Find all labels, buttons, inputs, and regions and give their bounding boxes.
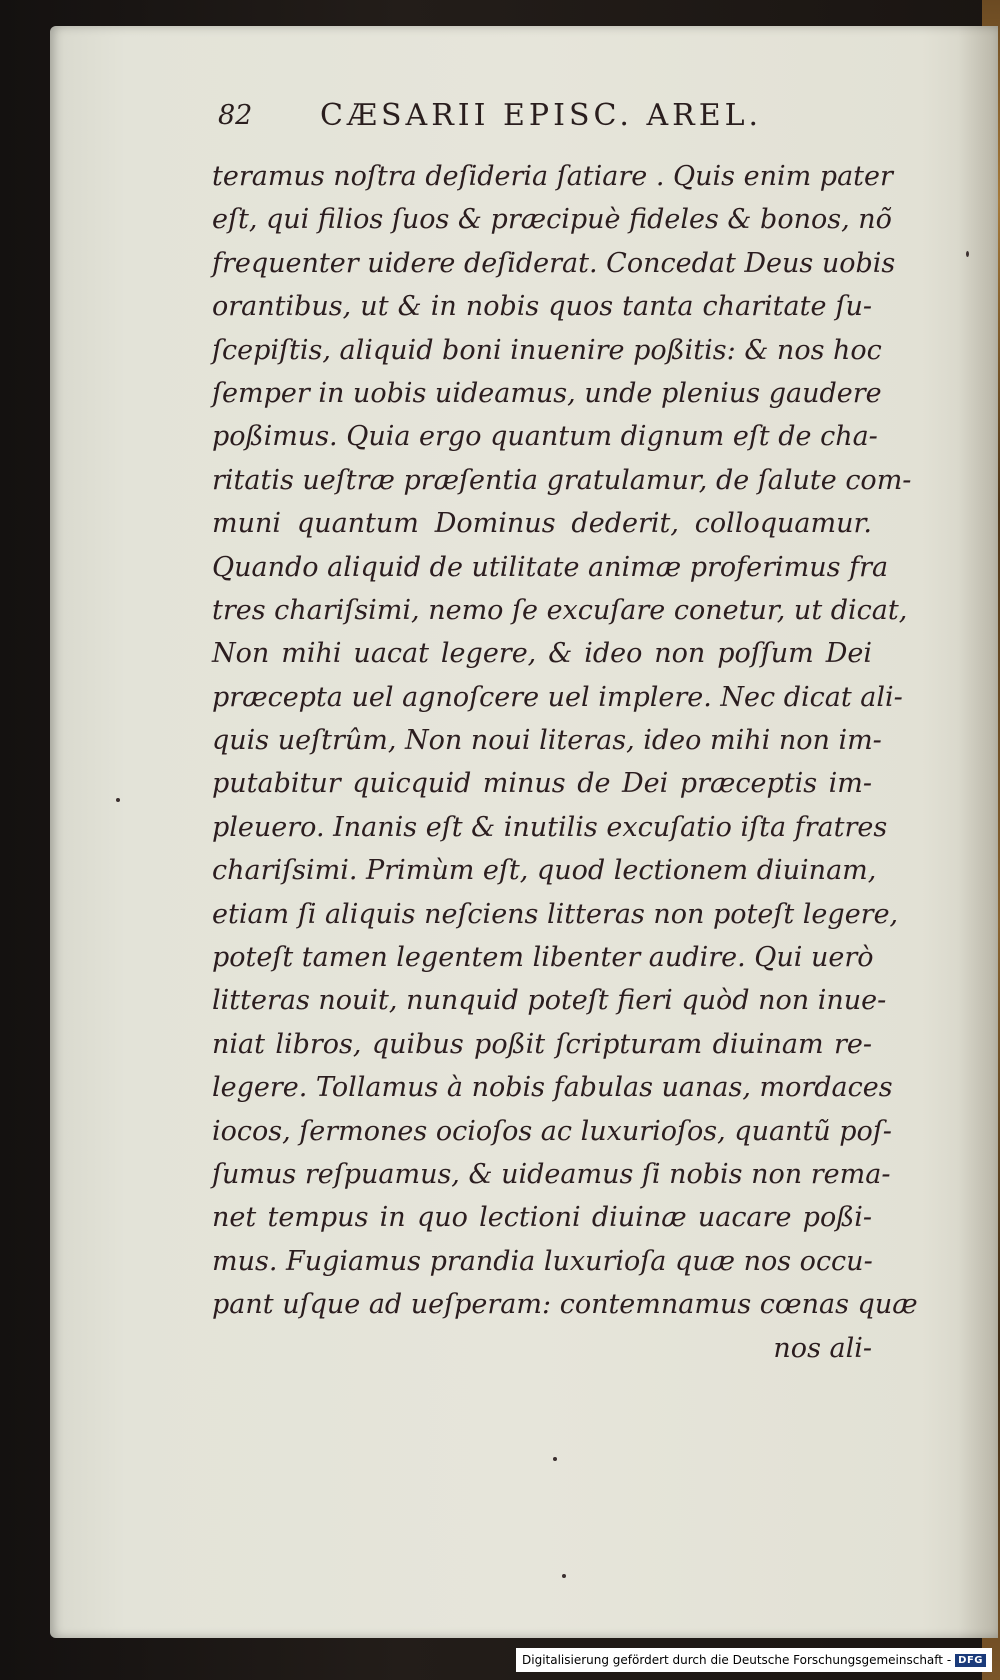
text-line: putabitur quicquid minus de Dei præceptis im- bbox=[212, 768, 872, 800]
paper-speck bbox=[966, 251, 969, 257]
text-line: mus. Fugiamus prandia luxurioſa quæ nos occu- bbox=[212, 1245, 873, 1277]
text-line: Non mihi uacat legere, & ideo non poſſum Dei bbox=[212, 638, 872, 670]
text-line: quis ueſtrûm, Non noui literas, ideo mihi non im- bbox=[212, 725, 882, 757]
text-line: frequenter uidere deſiderat. Concedat Deus uobis bbox=[212, 247, 896, 279]
page-header bbox=[218, 92, 858, 142]
text-line: pant uſque ad ueſperam: contemnamus cœnas quæ bbox=[212, 1289, 918, 1321]
paper-speck bbox=[553, 1457, 557, 1461]
text-line: tres chariſsimi, nemo ſe excuſare conetur, ut dicat, bbox=[212, 594, 908, 626]
text-line: net tempus in quo lectioni diuinæ uacare poßi- bbox=[212, 1202, 872, 1234]
digitization-credit bbox=[516, 1648, 992, 1672]
text-line: poteſt tamen legentem libenter audire. Qui uerò bbox=[212, 942, 874, 974]
text-line: iocos, ſermones ocioſos ac luxurioſos, quantũ poſ- bbox=[212, 1115, 892, 1147]
text-line: eſt, qui filios ſuos & præcipuè fideles & bonos, nõ bbox=[212, 204, 892, 236]
paper-speck bbox=[116, 798, 120, 802]
text-line: chariſsimi. Primùm eſt, quod lectionem diuinam, bbox=[212, 855, 877, 887]
body-text bbox=[212, 155, 918, 1370]
text-line: etiam ſi aliquis neſciens litteras non poteſt legere, bbox=[212, 898, 899, 930]
page-number: 82 bbox=[218, 100, 253, 131]
credit-text: Digitalisierung gefördert durch die Deutsche Forschungsgemeinschaft - bbox=[522, 1653, 952, 1667]
text-line: poßimus. Quia ergo quantum dignum eſt de cha- bbox=[212, 421, 878, 453]
text-line: teramus noſtra deſideria ſatiare . Quis enim pater bbox=[212, 161, 893, 192]
text-line: ſcepiſtis, aliquid boni inuenire poßitis: & nos hoc bbox=[212, 334, 882, 366]
running-head: CÆSARII EPISC. AREL. bbox=[320, 98, 763, 133]
text-line: litteras nouit, nunquid poteſt fieri quòd non inue- bbox=[212, 985, 887, 1017]
text-line: præcepta uel agnoſcere uel implere. Nec dicat ali- bbox=[212, 681, 903, 713]
text-line: pleuero. Inanis eſt & inutilis excuſatio iſta fratres bbox=[212, 811, 888, 843]
text-line: nos ali- bbox=[773, 1332, 872, 1364]
dfg-logo: DFG bbox=[955, 1654, 986, 1667]
text-line: ſemper in uobis uideamus, unde plenius gaudere bbox=[212, 377, 882, 409]
text-line: legere. Tollamus à nobis fabulas uanas, mordaces bbox=[212, 1072, 893, 1104]
text-line: muni quantum Dominus dederit, colloquamur. bbox=[212, 508, 872, 540]
text-line: niat libros, quibus poßit ſcripturam diuinam re- bbox=[212, 1028, 872, 1060]
paper-speck bbox=[562, 1574, 566, 1578]
text-line: ſumus reſpuamus, & uideamus ſi nobis non rema- bbox=[212, 1158, 891, 1190]
text-line: ritatis ueſtræ præſentia gratulamur, de ſalute com- bbox=[212, 464, 912, 496]
text-line: Quando aliquid de utilitate animæ proferimus fra bbox=[212, 551, 889, 583]
text-line: orantibus, ut & in nobis quos tanta charitate ſu- bbox=[212, 291, 872, 323]
